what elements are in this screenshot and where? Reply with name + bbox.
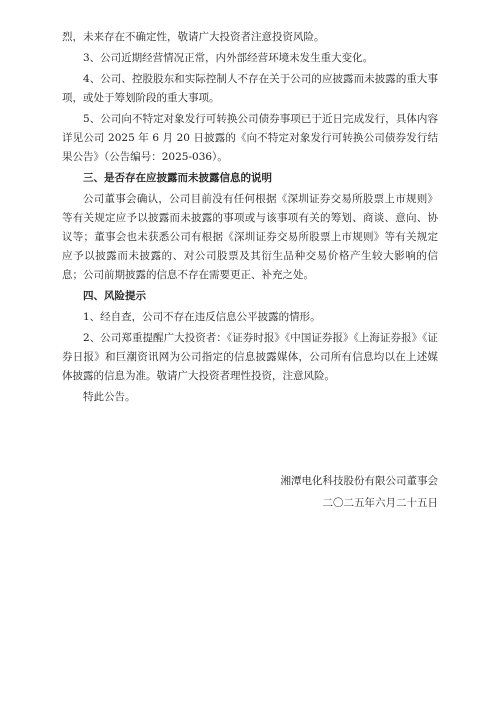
signature-block [281, 470, 439, 514]
paragraph-risk-2: 2、公司郑重提醒广大投资者：《证券时报》《中国证券报》《上海证券报》《证券日报》和巨潮资讯网为公司指定的信息披露媒体，公司所有信息均以在上述媒体披露的信息为准。敬请广大投资者理性投资，注意风险。 [62, 332, 438, 382]
signature-company: 湘潭电化科技股份有限公司董事会 [280, 475, 438, 487]
paragraph-closing: 特此公告。 [83, 391, 136, 403]
paragraph-continuation: 烈，未来存在不确定性，敬请广大投资者注意投资风险。 [62, 31, 325, 43]
section-heading-3: 三、是否存在应披露而未披露信息的说明 [83, 172, 272, 184]
signature-date: 二〇二五年六月二十五日 [322, 497, 438, 509]
paragraph-item-5: 5、公司向不特定对象发行可转换公司债券事项已于近日完成发行，具体内容详见公司 2025 年 6 月 20 日披露的《向不特定对象发行可转换公司债券发行结果公告》（公告编号：2025-036）。 [62, 113, 438, 163]
paragraph-risk-1: 1、经自查，公司不存在违反信息公平披露的情形。 [83, 311, 321, 323]
section-heading-4: 四、风险提示 [83, 290, 146, 302]
paragraph-item-4: 4、公司、控股股东和实际控制人不存在关于公司的应披露而未披露的重大事项，或处于筹划阶段的重大事项。 [62, 73, 438, 104]
document-body [62, 28, 438, 409]
paragraph-item-3: 3、公司近期经营情况正常，内外部经营环境未发生重大变化。 [83, 52, 374, 64]
paragraph-board-confirmation: 公司董事会确认，公司目前没有任何根据《深圳证券交易所股票上市规则》等有关规定应予以披露而未披露的事项或与该事项有关的筹划、商谈、意向、协议等；董事会也未获悉公司有根据《深圳证券交易所股票上市规则》等有关规定应予以披露而未披露的、对公司股票及其衍生品种交易价格产生较大影响的信息；公司前期披露的信息不存在需要更正、补充之处。 [62, 193, 438, 281]
